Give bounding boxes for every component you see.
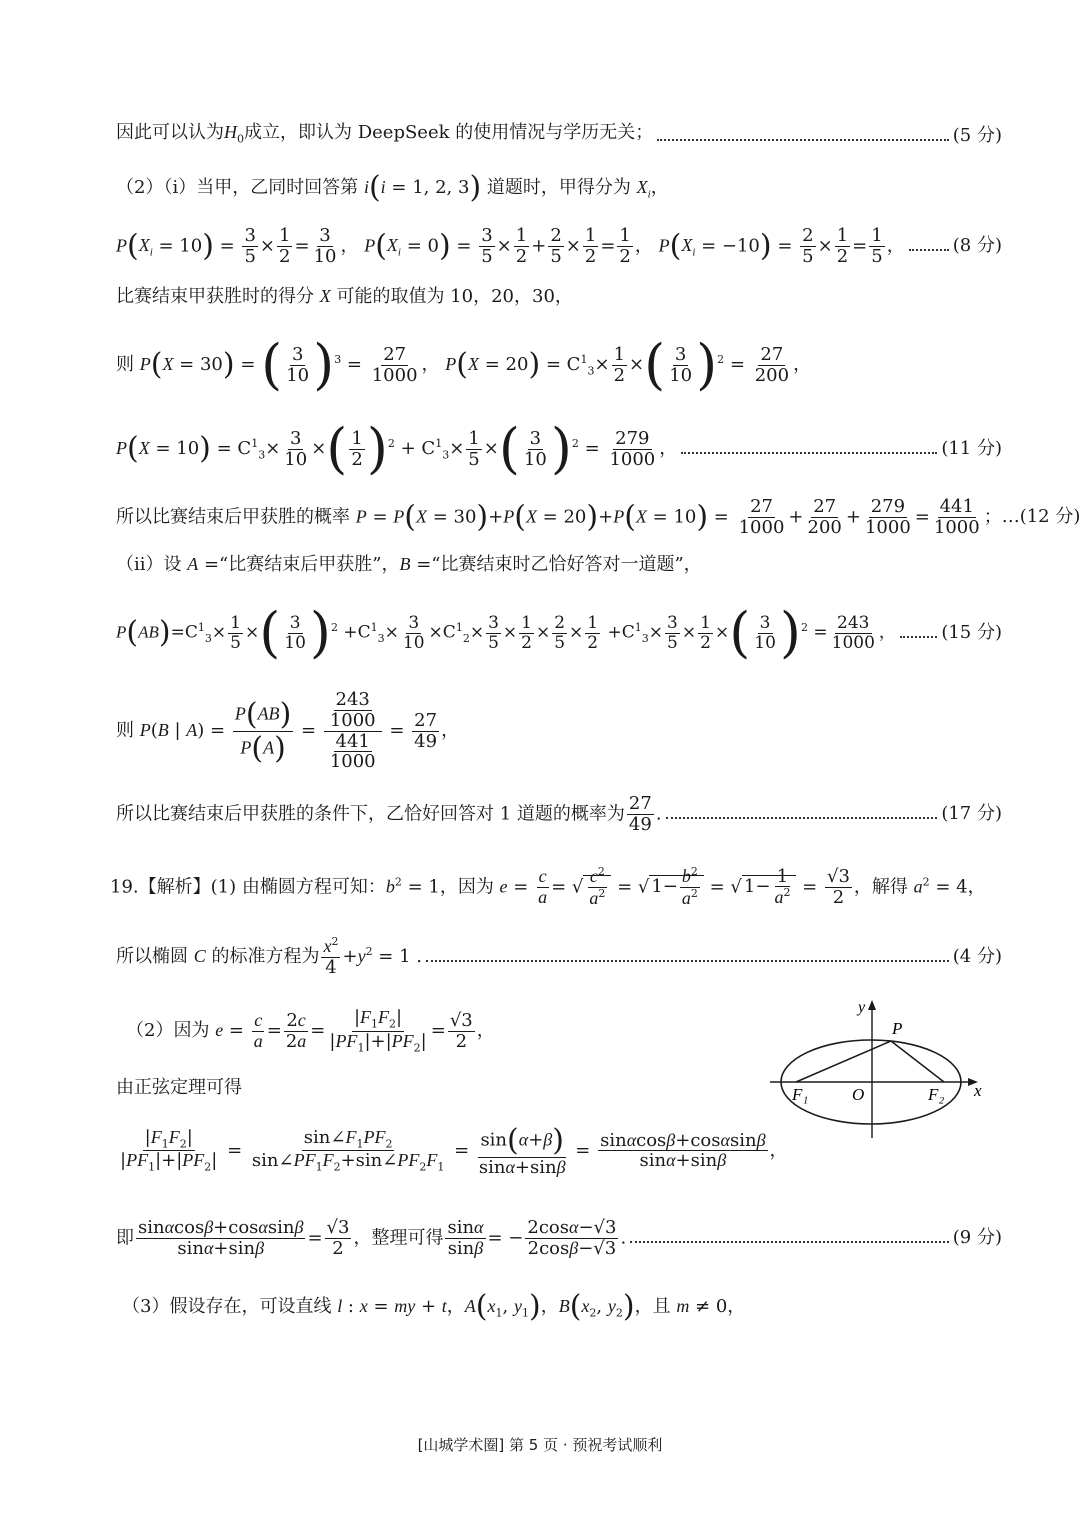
line-text: $P(AB)=C^1_3\times$ $\frac{1}{5}$ ×( $\frac{3}{10}$ )$^2 +C^1_3\times$ $\frac{3}{10}$ $\times C^1_2\times$ $\frac{3}{5}$ × $\frac{1}{2}$ × $\frac{2}{5}$ × $\frac{1}{2}$ $+C^1_3\times$ $\frac{3}{5}$ × $\frac{1}{2}$ ×( $\frac{3}{10}$ )$^2$ = $\frac{243}{1000}$ ， (116, 601, 896, 664)
line-text: $P(X_i = 10)$ = $\frac{3}{5}$ × $\frac{1}{2}$ = $\frac{3}{10}$ ， $P(X_i = 0)$ = $\frac{3}{5}$ × $\frac{1}{2}$ + $\frac{2}{5}$ × $\frac{1}{2}$ = $\frac{1}{2}$ ， $P(X_i = -10)$ = $\frac{2}{5}$ × $\frac{1}{2}$ = $\frac{1}{5}$ ， (116, 225, 905, 267)
score-mark: (11 分) (941, 438, 1002, 459)
score-mark: (4 分) (952, 945, 1002, 967)
dot-leader (681, 452, 937, 454)
line-part2-i-intro: （2）（i）当甲，乙同时回答第 i(i = 1, 2, 3) 道题时，甲得分为 $X_i$， (116, 170, 669, 205)
line-sine-law-intro: 由正弦定理可得 (116, 1077, 242, 1098)
segment-pf2 (891, 1041, 944, 1082)
score-mark: (17 分) (941, 803, 1002, 825)
dot-leader (630, 1241, 949, 1243)
y-axis-arrow-icon (868, 1000, 876, 1010)
dot-leader (666, 817, 938, 819)
score-mark: (9 分) (952, 1227, 1002, 1249)
y-axis-label: y (858, 999, 866, 1016)
line-text: 所以比赛结束后甲获胜的条件下，乙恰好回答对 1 道题的概率为 $\frac{27}{49}$ . (116, 793, 662, 835)
segment-pf1 (796, 1041, 891, 1082)
dot-leader (657, 139, 949, 141)
dot-leader (900, 636, 937, 638)
score-mark: …(12 分) (1001, 506, 1080, 528)
line-conditional: 则 P(B | A) = $\frac{P(AB)}{P(A)}$ = $\frac{\frac{243}{1000}}{\frac{441}{1000}}$ = $\frac{27}{49}$ ， (116, 689, 460, 773)
dot-leader (426, 960, 949, 962)
origin-label: O (852, 1085, 865, 1104)
line-p10 (116, 417, 1002, 480)
focus-f1-label: F₁ (792, 1085, 809, 1104)
page-footer: [山城学术圈] 第 5 页 · 预祝考试顺利 (417, 1436, 663, 1454)
line-text: $P(X = 10) = C^1_3\times$ $\frac{3}{10}$ ×( $\frac{1}{2}$ )$^2 + C^1_3\times$ $\frac{1}{5}$ ×( $\frac{3}{10}$ )$^2$ = $\frac{279}{1000}$ ， (116, 417, 678, 480)
x-axis-label: x (974, 1081, 982, 1100)
point-p-label: P (892, 1019, 903, 1038)
line-ellipse-equation (116, 936, 1002, 978)
line-text: 因此可以认为$H_0$成立，即认为 DeepSeek 的使用情况与学历无关； (116, 122, 654, 146)
score-mark: (8 分) (952, 235, 1002, 257)
line-text: 所以比赛结束后甲获胜的概率 P = P(X = 30)+P(X = 20)+P(X = 10) = $\frac{27}{1000}$ + $\frac{27}{200}$ + $\frac{279}{1000}$ = $\frac{441}{1000}$ ； (116, 496, 1002, 538)
line-x-values: 比赛结束甲获胜时的得分 X 可能的取值为 10，20，30， (116, 286, 573, 307)
ellipse-figure (766, 992, 996, 1142)
score-mark: (15 分) (941, 622, 1002, 643)
focus-f2-label: F₂ (928, 1085, 945, 1104)
line-conclusion-h0 (116, 118, 1002, 154)
line-total-probability (116, 496, 1080, 538)
line-part2-ii-events: （ii）设 A =“比赛结束后甲获胜”，B =“比赛结束时乙恰好答对一道题”， (116, 554, 702, 575)
line-ratio-sines (116, 1218, 1002, 1259)
line-text: 即 $\frac{\sin\alpha\cos\beta+\cos\alpha\sin\beta}{\sin\alpha+\sin\beta}$ = $\frac{√3}{2}$ ，整理可得 $\frac{\sin\alpha}{\sin\beta}$ = − $\frac{2\cos\alpha-√3}{2\cos\beta-√3}$ . (116, 1217, 627, 1259)
line-q19-part1: 19.【解析】(1) 由椭圆方程可知：$b^2 = 1$，因为 e = $\frac{c}{a}$ = √ $\frac{c^2}{a^2}$ = √ 1− $\frac{b^2}{a^2}$ = √ 1− $\frac{1}{a^2}$ = $\frac{√3}{2}$ ，解得 $a^2 = 4$， (110, 865, 986, 908)
line-part3-assumption: （3）假设存在，可设直线 l : x = my + t，$A(x_1$, $y_1$)，$B(x_2$, $y_2$)，且 m ≠ 0， (122, 1289, 746, 1324)
line-part2-eccentricity: （2）因为 e = $\frac{c}{a}$ = $\frac{2c}{2a}$ = $\frac{|F_1F_2|}{|PF_1|+|PF_2|}$ = $\frac{√3}{2}$ ， (126, 1007, 495, 1055)
line-p30-p20: 则 P(X = 30) = ( $\frac{3}{10}$ )$^3$ = $\frac{27}{1000}$ ， $P(X = 20) = C^1_3\times$ $\frac{1}{2}$ ×( $\frac{3}{10}$ )$^2$ = $\frac{27}{200}$ ， (116, 333, 812, 396)
line-text: 所以椭圆 C 的标准方程为 $\frac{x^2}{4}$ $+y^2 = 1$ . (116, 935, 422, 978)
score-mark: (5 分) (952, 124, 1002, 146)
line-pab (116, 601, 1002, 664)
dot-leader (909, 249, 949, 251)
line-xi-distribution (116, 226, 1002, 267)
line-answer-27-49 (116, 794, 1002, 835)
line-sine-law: $\frac{|F_1F_2|}{|PF_1|+|PF_2|}$ = $\frac{\sin\angle F_1PF_2}{\sin\angle PF_1F_2+\sin\angle PF_2F_1}$ = $\frac{\sin(\alpha+\beta)}{\sin\alpha+\sin\beta}$ = $\frac{\sin\alpha\cos\beta+\cos\alpha\sin\beta}{\sin\alpha+\sin\beta}$ ， (120, 1123, 788, 1178)
